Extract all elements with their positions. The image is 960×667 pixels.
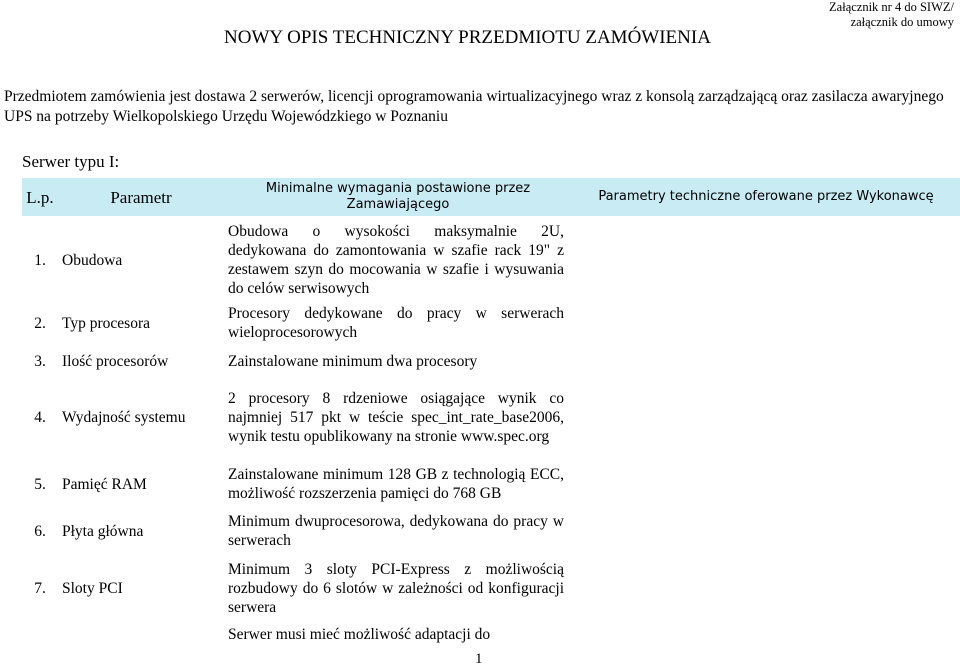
row-requirement: Minimum 3 sloty PCI-Express z możliwością rozbudowy do 6 slotów w zależności od konfiguracji serwera: [228, 560, 564, 616]
row-requirement: 2 procesory 8 rdzeniowe osiągające wynik co najmniej 517 pkt w teście spec_int_rate_base2006, wynik testu opublikowany na stronie www.spec.org: [228, 389, 564, 445]
intro-paragraph: Przedmiotem zamówienia jest dostawa 2 serwerów, licencji oprogramowania wirtualizacyjnego wraz z konsolą zarządzającą oraz zasilacza awaryjnego UPS na potrzeby Wielkopolskiego Urzędu Wojewódzkiego w Poznaniu: [4, 88, 944, 125]
table-row: [22, 622, 960, 646]
row-requirement: Zainstalowane minimum 128 GB z technologią ECC, możliwość rozszerzenia pamięci do 768 GB: [228, 466, 564, 502]
row-offer[interactable]: [572, 554, 960, 622]
header-offered: Parametry techniczne oferowane przez Wykonawcę: [572, 178, 960, 216]
table-row: [22, 554, 960, 622]
row-offer[interactable]: [572, 460, 960, 508]
table-row: [22, 508, 960, 554]
row-param: Typ procesora: [62, 314, 151, 332]
row-param: [58, 622, 224, 646]
row-requirement: Procesory dedykowane do pracy w serwerach wieloprocesorowych: [228, 305, 564, 341]
header-lp: L.p.: [22, 178, 58, 216]
row-requirement: Serwer musi mieć możliwość adaptacji do: [228, 625, 491, 643]
table-row: [22, 222, 960, 298]
table-header-row: [22, 178, 960, 216]
row-param: Ilość procesorów: [62, 352, 169, 370]
row-lp: 5.: [34, 475, 46, 493]
row-param: Płyta główna: [62, 522, 144, 540]
row-lp: 4.: [34, 408, 46, 426]
annex-line-1: Załącznik nr 4 do SIWZ/: [829, 0, 954, 14]
row-offer[interactable]: [572, 298, 960, 348]
row-param: Pamięć RAM: [62, 475, 147, 493]
row-offer[interactable]: [572, 374, 960, 460]
row-requirement: Zainstalowane minimum dwa procesory: [228, 352, 478, 370]
row-lp: 2.: [34, 314, 46, 332]
annex-line-2: załącznik do umowy: [850, 15, 954, 29]
row-lp: 1.: [34, 251, 46, 269]
row-offer[interactable]: [572, 348, 960, 374]
row-param: Sloty PCI: [62, 579, 123, 597]
row-offer[interactable]: [572, 222, 960, 298]
row-param: Wydajność systemu: [62, 408, 186, 426]
page-number: 1: [475, 651, 483, 667]
row-offer[interactable]: [572, 622, 960, 646]
row-lp: [22, 622, 58, 646]
table-row: [22, 348, 960, 374]
header-param: Parametr: [58, 178, 224, 216]
row-lp: 3.: [34, 352, 46, 370]
row-param: Obudowa: [62, 251, 123, 269]
row-requirement: Obudowa o wysokości maksymalnie 2U, dedykowana do zamontowania w szafie rack 19" z zestawem szyn do mocowania w szafie i wysuwania do celów serwisowych: [228, 223, 564, 297]
row-lp: 6.: [34, 522, 46, 540]
spec-table: [22, 178, 960, 646]
header-requirements: Minimalne wymagania postawione przez Zamawiającego: [224, 178, 572, 216]
table-row: [22, 460, 960, 508]
document-title: NOWY OPIS TECHNICZNY PRZEDMIOTU ZAMÓWIENIA: [224, 27, 711, 48]
row-offer[interactable]: [572, 508, 960, 554]
table-row: [22, 374, 960, 460]
annex-reference: [829, 0, 954, 30]
row-requirement: Minimum dwuprocesorowa, dedykowana do pracy w serwerach: [228, 513, 564, 549]
section-heading: Serwer typu I:: [22, 152, 120, 171]
row-lp: 7.: [34, 579, 46, 597]
table-row: [22, 298, 960, 348]
